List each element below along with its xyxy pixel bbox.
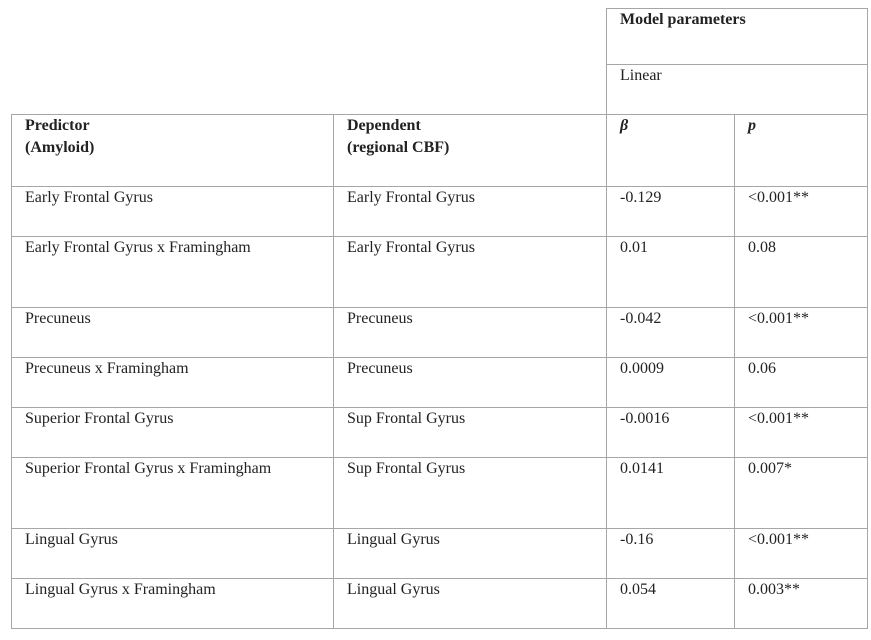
p-cell: 0.08: [735, 237, 868, 308]
p-column-header: p: [735, 115, 868, 187]
table-row: [12, 187, 868, 237]
header-row-columns: [12, 115, 868, 187]
p-cell: <0.001**: [735, 529, 868, 579]
table-row: [12, 579, 868, 629]
beta-cell: -0.16: [607, 529, 735, 579]
header-row-group: [12, 9, 868, 65]
dependent-cell: Early Frontal Gyrus: [334, 237, 607, 308]
predictor-cell: Lingual Gyrus: [12, 529, 334, 579]
predictor-cell: Lingual Gyrus x Framingham: [12, 579, 334, 629]
p-cell: 0.007*: [735, 458, 868, 529]
dependent-cell: Lingual Gyrus: [334, 579, 607, 629]
predictor-cell: Superior Frontal Gyrus: [12, 408, 334, 458]
predictor-cell: Early Frontal Gyrus x Framingham: [12, 237, 334, 308]
table-row: [12, 308, 868, 358]
dependent-cell: Early Frontal Gyrus: [334, 187, 607, 237]
predictor-column-header: [12, 115, 334, 187]
header-blank-cell: [12, 9, 607, 115]
p-cell: 0.003**: [735, 579, 868, 629]
beta-cell: 0.0009: [607, 358, 735, 408]
dependent-cell: Precuneus: [334, 308, 607, 358]
dependent-cell: Precuneus: [334, 358, 607, 408]
p-cell: <0.001**: [735, 408, 868, 458]
table-row: [12, 458, 868, 529]
beta-cell: 0.0141: [607, 458, 735, 529]
dependent-header-line2: (regional CBF): [347, 139, 450, 156]
table-row: [12, 408, 868, 458]
table-row: [12, 529, 868, 579]
beta-column-header: β: [607, 115, 735, 187]
p-cell: <0.001**: [735, 308, 868, 358]
linear-subheader: Linear: [607, 65, 868, 115]
dependent-header-line1: Dependent: [347, 117, 421, 134]
table-row: [12, 358, 868, 408]
predictor-cell: Precuneus: [12, 308, 334, 358]
p-cell: <0.001**: [735, 187, 868, 237]
beta-cell: -0.042: [607, 308, 735, 358]
dependent-cell: Sup Frontal Gyrus: [334, 458, 607, 529]
beta-cell: -0.129: [607, 187, 735, 237]
dependent-cell: Lingual Gyrus: [334, 529, 607, 579]
beta-cell: 0.054: [607, 579, 735, 629]
regression-table: [11, 8, 868, 629]
p-cell: 0.06: [735, 358, 868, 408]
beta-cell: 0.01: [607, 237, 735, 308]
predictor-cell: Superior Frontal Gyrus x Framingham: [12, 458, 334, 529]
dependent-cell: Sup Frontal Gyrus: [334, 408, 607, 458]
table-row: [12, 237, 868, 308]
predictor-header-line2: (Amyloid): [25, 139, 95, 156]
beta-cell: -0.0016: [607, 408, 735, 458]
predictor-cell: Early Frontal Gyrus: [12, 187, 334, 237]
predictor-header-line1: Predictor: [25, 117, 90, 134]
model-parameters-header: Model parameters: [607, 9, 868, 65]
dependent-column-header: [334, 115, 607, 187]
predictor-cell: Precuneus x Framingham: [12, 358, 334, 408]
